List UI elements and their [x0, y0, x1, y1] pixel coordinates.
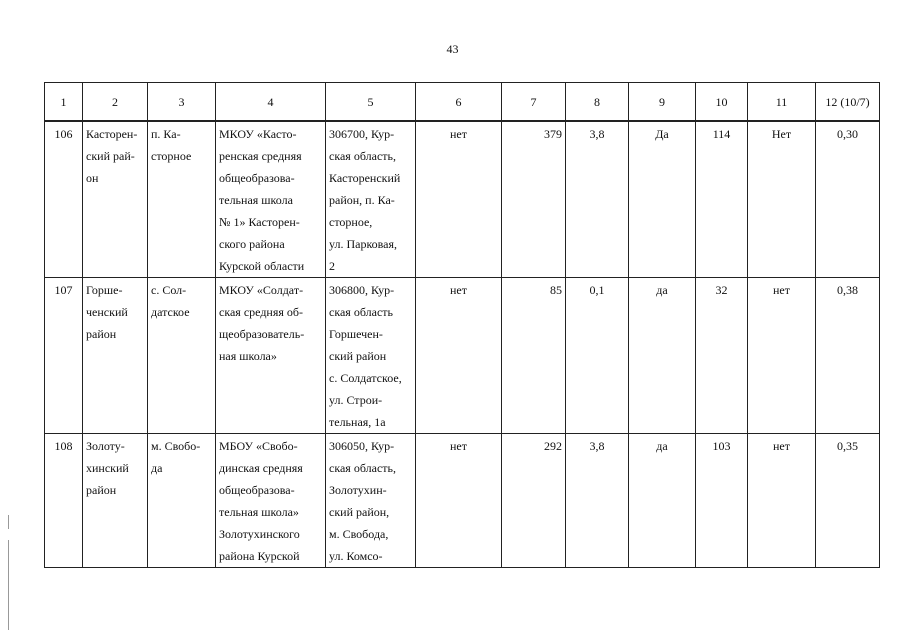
cell-school-name-line: щеобразователь- [219, 327, 305, 341]
column-header: 2 [83, 83, 148, 122]
cell-address-line: ский район, [329, 505, 390, 519]
column-header: 1 [45, 83, 83, 122]
cell-col11: нет [748, 278, 816, 434]
cell-locality-line: да [151, 461, 163, 475]
cell-address-line: Золотухин- [329, 483, 387, 497]
cell-col6: нет [416, 278, 502, 434]
column-header: 3 [148, 83, 216, 122]
cell-address-line: 2 [329, 259, 335, 273]
cell-address-line: 306800, Кур- [329, 283, 395, 297]
cell-col11: Нет [748, 121, 816, 278]
cell-address-line: м. Свобода, [329, 527, 389, 541]
cell-school-name-line: МКОУ «Солдат- [219, 283, 304, 297]
cell-address [326, 278, 416, 434]
cell-school-name-line: ского района [219, 237, 285, 251]
cell-address-line: с. Солдатское, [329, 371, 402, 385]
cell-locality-line: датское [151, 305, 190, 319]
cell-district [83, 121, 148, 278]
cell-district-line: район [86, 483, 117, 497]
cell-col10: 103 [696, 434, 748, 568]
scan-edge-line [8, 540, 9, 630]
cell-col8: 0,1 [566, 278, 629, 434]
cell-locality [148, 121, 216, 278]
cell-address-line: ская область, [329, 149, 396, 163]
cell-col9: Да [629, 121, 696, 278]
cell-district-line: Касторен- [86, 127, 138, 141]
cell-locality [148, 278, 216, 434]
cell-school-name-line: ная школа» [219, 349, 277, 363]
column-header: 5 [326, 83, 416, 122]
cell-school-name-line: МКОУ «Касто- [219, 127, 297, 141]
cell-address-line: ул. Парковая, [329, 237, 398, 251]
cell-locality-line: м. Свобо- [151, 439, 201, 453]
cell-school-name [216, 278, 326, 434]
table-header-row [45, 83, 880, 122]
cell-school-name-line: района Курской [219, 549, 300, 563]
cell-district-line: район [86, 327, 117, 341]
cell-address-line: ская область, [329, 461, 396, 475]
cell-school-name-line: ренская средняя [219, 149, 302, 163]
cell-col9: да [629, 278, 696, 434]
cell-col12: 0,35 [816, 434, 880, 568]
cell-address-line: 306700, Кур- [329, 127, 395, 141]
cell-address-line: район, п. Ка- [329, 193, 395, 207]
cell-row-number: 106 [45, 121, 83, 278]
cell-address [326, 434, 416, 568]
cell-district [83, 434, 148, 568]
cell-school-name-line: общеобразова- [219, 171, 295, 185]
cell-district [83, 278, 148, 434]
cell-col12: 0,30 [816, 121, 880, 278]
cell-school-name-line: № 1» Касторен- [219, 215, 300, 229]
cell-address-line: сторное, [329, 215, 373, 229]
cell-district-line: Золоту- [86, 439, 125, 453]
cell-school-name-line: тельная школа» [219, 505, 299, 519]
cell-school-name-line: МБОУ «Свобо- [219, 439, 298, 453]
column-header: 11 [748, 83, 816, 122]
column-header: 7 [502, 83, 566, 122]
cell-col6: нет [416, 121, 502, 278]
cell-address-line: ская область [329, 305, 393, 319]
cell-district-line: Горше- [86, 283, 123, 297]
cell-row-number: 108 [45, 434, 83, 568]
cell-address-line: Касторенский [329, 171, 401, 185]
cell-school-name [216, 434, 326, 568]
cell-district-line: ский рай- [86, 149, 135, 163]
cell-address [326, 121, 416, 278]
cell-address-line: ул. Комсо- [329, 549, 383, 563]
cell-district-line: ченский [86, 305, 128, 319]
cell-school-name-line: тельная школа [219, 193, 293, 207]
cell-locality [148, 434, 216, 568]
table-row [45, 121, 880, 278]
data-table [44, 82, 880, 568]
cell-school-name-line: Курской области [219, 259, 305, 273]
cell-address-line: ский район [329, 349, 387, 363]
cell-locality-line: с. Сол- [151, 283, 187, 297]
cell-col9: да [629, 434, 696, 568]
cell-school-name-line: ская средняя об- [219, 305, 303, 319]
cell-school-name-line: динская средняя [219, 461, 303, 475]
cell-col6: нет [416, 434, 502, 568]
cell-address-line: 306050, Кур- [329, 439, 395, 453]
cell-school-name-line: общеобразова- [219, 483, 295, 497]
column-header: 9 [629, 83, 696, 122]
cell-col10: 114 [696, 121, 748, 278]
cell-school-name [216, 121, 326, 278]
cell-locality-line: сторное [151, 149, 192, 163]
cell-address-line: тельная, 1а [329, 415, 386, 429]
cell-address-line: Горшечен- [329, 327, 383, 341]
cell-district-line: хинский [86, 461, 129, 475]
cell-locality-line: п. Ка- [151, 127, 181, 141]
cell-col7: 379 [502, 121, 566, 278]
column-header: 8 [566, 83, 629, 122]
cell-col8: 3,8 [566, 434, 629, 568]
page-number: 43 [446, 42, 459, 56]
table-row [45, 278, 880, 434]
cell-col11: нет [748, 434, 816, 568]
table-row [45, 434, 880, 568]
column-header: 12 (10/7) [816, 83, 880, 122]
cell-district-line: он [86, 171, 99, 185]
cell-col10: 32 [696, 278, 748, 434]
cell-address-line: ул. Строи- [329, 393, 383, 407]
cell-col8: 3,8 [566, 121, 629, 278]
column-header: 10 [696, 83, 748, 122]
scan-edge-mark [8, 515, 9, 529]
cell-row-number: 107 [45, 278, 83, 434]
cell-col7: 292 [502, 434, 566, 568]
cell-school-name-line: Золотухинского [219, 527, 300, 541]
column-header: 6 [416, 83, 502, 122]
cell-col7: 85 [502, 278, 566, 434]
cell-col12: 0,38 [816, 278, 880, 434]
column-header: 4 [216, 83, 326, 122]
